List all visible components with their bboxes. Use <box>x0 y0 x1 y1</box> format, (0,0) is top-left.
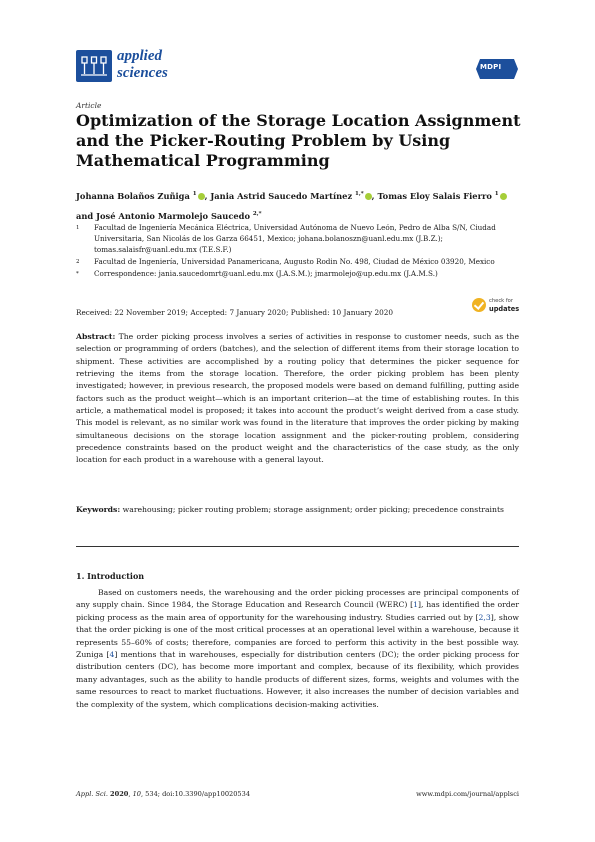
keywords-label: Keywords: <box>76 505 121 514</box>
article-type: Article <box>76 101 102 110</box>
affiliation-text: Facultad de Ingeniería, Universidad Panamericana, Augusto Rodin No. 498, Ciudad de México 03920, Mexico <box>94 256 495 266</box>
check-for-updates-badge[interactable] <box>472 296 522 316</box>
orcid-icon[interactable] <box>365 193 372 200</box>
citation-link[interactable]: 2,3 <box>478 612 491 622</box>
check-updates-label-bold: updates <box>489 305 520 313</box>
author-name[interactable]: Tomas Eloy Salais Fierro <box>377 190 492 201</box>
author-affiliation-mark: 2,* <box>252 210 262 217</box>
author-affiliation-mark: 1 <box>192 191 197 197</box>
citation-link[interactable]: 4 <box>109 650 115 660</box>
intro-text: ], show that the order picking is one of the most critical processes at an operational level within a warehouse, because it represents 55–60% of costs; therefore, companies are forced to perform this activity in the best possible way. Zuniga [ <box>76 612 519 660</box>
affiliation-item <box>76 256 526 268</box>
affiliation-number: 2 <box>76 258 80 265</box>
citation-separator: , <box>128 790 133 798</box>
journal-name: applied <box>117 48 162 64</box>
abstract <box>76 331 519 467</box>
citation-link[interactable]: 1 <box>413 600 418 610</box>
publisher-logo-text: MDPI <box>480 63 502 71</box>
orcid-icon[interactable] <box>500 193 507 200</box>
orcid-icon[interactable] <box>198 193 205 200</box>
intro-text: ], has identified the order picking process as the main area of opportunity for the warehousing industry. Studies carried out by [ <box>76 600 519 622</box>
citation-doi: , 534; doi:10.3390/app10020534 <box>140 790 251 798</box>
author-list: Johanna Bolaños Zuñiga $^1$ , Jania Astrid Saucedo Martínez $^{1,*}$ , Tomas Eloy Salais Fierro $^1$ and José Antonio Marmolejo Saucedo $^{2,*}$ <box>76 185 526 225</box>
affiliation-item <box>76 222 526 256</box>
journal-name-line2: sciences <box>117 65 168 81</box>
citation-volume: 10 <box>132 790 141 798</box>
keywords <box>76 504 519 516</box>
journal-logo-icon <box>76 50 112 82</box>
citation-year: 2020 <box>110 790 129 798</box>
intro-paragraph <box>76 587 519 711</box>
publication-dates: Received: 22 November 2019; Accepted: 7 January 2020; Published: 10 January 2020 <box>76 308 394 317</box>
check-updates-label: check for <box>489 298 513 304</box>
affiliation-text: Correspondence: jania.saucedomrt@uanl.edu.mx (J.A.S.M.); jmarmolejo@up.edu.mx (J.A.M.S.) <box>94 268 438 278</box>
affiliation-text: Facultad de Ingeniería Mecánica Eléctrica, Universidad Autónoma de Nuevo León, Pedro de Alba S/N, Ciudad Universitaria, San Nicolás de los Garza 66451, Mexico; johana.bolanoszn@uanl.edu.mx (J.B.Z.); tomas.salaisfr@uanl.edu.mx (T.E.S.F.) <box>94 223 496 255</box>
abstract-label: Abstract: <box>76 332 116 341</box>
divider <box>76 546 519 547</box>
check-updates-icon <box>472 298 486 312</box>
article-title: Optimization of the Storage Location Assignment and the Picker-Routing Problem by Using Mathematical Programming <box>76 111 521 170</box>
citation-journal: Appl. Sci. <box>76 790 108 798</box>
affiliation-item <box>76 268 526 280</box>
abstract-text: The order picking process involves a series of activities in response to customer needs, such as the selection or programming of orders (batches), and the selection of different items from their storage location to shipment. These activities are accomplished by a routing policy that determines the picker sequence for retrieving the items from the storage location. Therefore, the order picking problem has been plenty investigated; however, in previous research, the proposed models were based on demand fulfilling, putting aside factors such as the product weight—which is an important criterion—at the time of establishing routes. In this article, a mathematical model is proposed; it takes into account the product’s weight derived from a case study. This model is relevant, as no similar work was found in the literature that improves the order picking by making simultaneous decisions on the storage location assignment and the picker-routing problem, considering precedence constraints based on the product weight and the characteristics of the case study, as the only location for each product in a warehouse with a general layout. <box>76 332 519 465</box>
section-heading: 1. Introduction <box>76 571 145 581</box>
affiliation-list <box>76 222 526 280</box>
author-affiliation-mark: 1,* <box>355 191 364 197</box>
author-name[interactable]: Jania Astrid Saucedo Martínez <box>210 190 353 201</box>
author-affiliation-mark: 1 <box>494 191 499 197</box>
citation-footer <box>76 790 250 798</box>
intro-text: ] mentions that in warehouses, especially for distribution centers (DC); the order picking process for distribution centers (DC), has become more important and complex, because of its flexibility, which provides many advantages, such as the ability to handle products of different sizes, forms, weights and volumes with the same resources to react to market fluctuations. However, it also increases the number of decision variables and the complexity of the system, which complications decision-making activities. <box>76 650 520 709</box>
journal-website-link[interactable]: www.mdpi.com/journal/applsci <box>416 790 519 798</box>
intro-text: Based on customers needs, the warehousing and the order picking processes are principal components of any supply chain. Since 1984, the Storage Education and Research Council (WERC) [ <box>76 588 519 610</box>
affiliation-number: * <box>76 270 79 277</box>
keywords-text: warehousing; picker routing problem; storage assignment; order picking; precedence constraints <box>122 505 504 514</box>
author-name[interactable]: Johanna Bolaños Zuñiga <box>76 190 190 201</box>
author-name[interactable]: and José Antonio Marmolejo Saucedo <box>76 210 251 221</box>
affiliation-number: 1 <box>76 225 80 231</box>
